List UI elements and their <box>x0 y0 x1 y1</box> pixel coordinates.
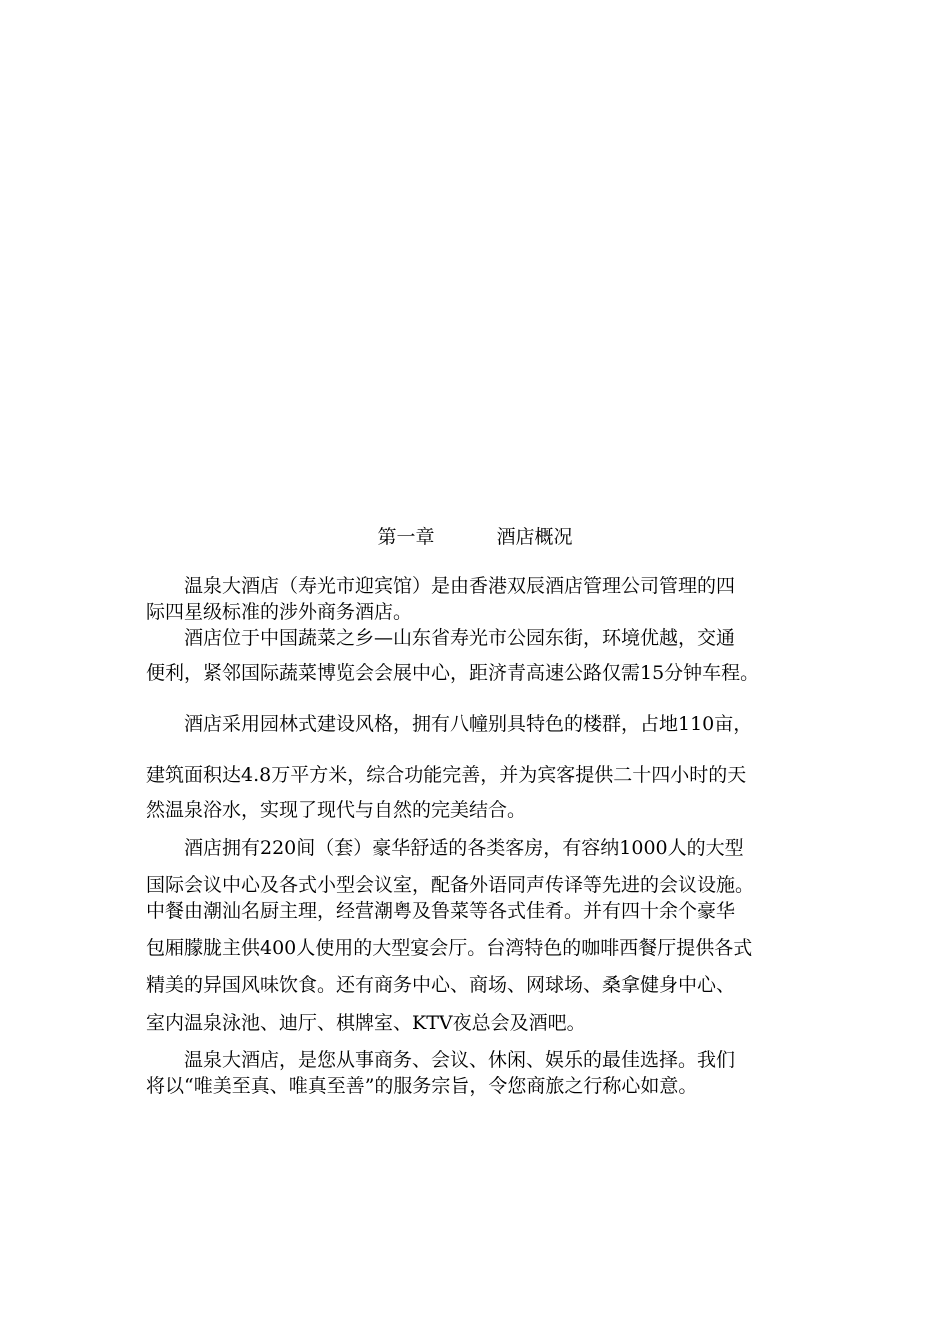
paragraph-line: 国际会议中心及各式小型会议室，配备外语同声传译等先进的会议设施。 <box>146 874 755 896</box>
paragraph-line: 精美的异国风味饮食。还有商务中心、商场、网球场、桑拿健身中心、 <box>146 974 736 996</box>
paragraph-line: 温泉大酒店（寿光市迎宾馆）是由香港双辰酒店管理公司管理的四 <box>184 575 736 597</box>
paragraph-line: 酒店拥有220间（套）豪华舒适的各类客房，有容纳1000人的大型 <box>184 837 744 859</box>
chapter-heading <box>0 523 950 551</box>
paragraph-line: 际四星级标准的涉外商务酒店。 <box>146 601 413 623</box>
paragraph-line: 便利，紧邻国际蔬菜博览会会展中心，距济青高速公路仅需15分钟车程。 <box>146 662 760 684</box>
chapter-title: 酒店概况 <box>496 526 573 548</box>
paragraph-line: 酒店位于中国蔬菜之乡—山东省寿光市公园东街，环境优越，交通 <box>184 627 736 649</box>
paragraph-line: 中餐由潮汕名厨主理，经营潮粤及鲁菜等各式佳肴。并有四十余个豪华 <box>146 900 736 922</box>
paragraph-line: 包厢朦胧主供400人使用的大型宴会厅。台湾特色的咖啡西餐厅提供各式 <box>146 937 753 959</box>
paragraph-line: 然温泉浴水，实现了现代与自然的完美结合。 <box>146 799 527 821</box>
paragraph-line: 酒店采用园林式建设风格，拥有八幢别具特色的楼群，占地110亩， <box>184 713 753 735</box>
paragraph-line: 将以“唯美至真、唯真至善”的服务宗旨，令您商旅之行称心如意。 <box>146 1075 698 1097</box>
paragraph-line: 温泉大酒店，是您从事商务、会议、休闲、娱乐的最佳选择。我们 <box>184 1049 736 1071</box>
chapter-number: 第一章 <box>377 526 435 548</box>
paragraph-line: 室内温泉泳池、迪厅、棋牌室、KTV夜总会及酒吧。 <box>146 1012 586 1034</box>
paragraph-line: 建筑面积达4.8万平方米，综合功能完善，并为宾客提供二十四小时的天 <box>146 764 747 786</box>
